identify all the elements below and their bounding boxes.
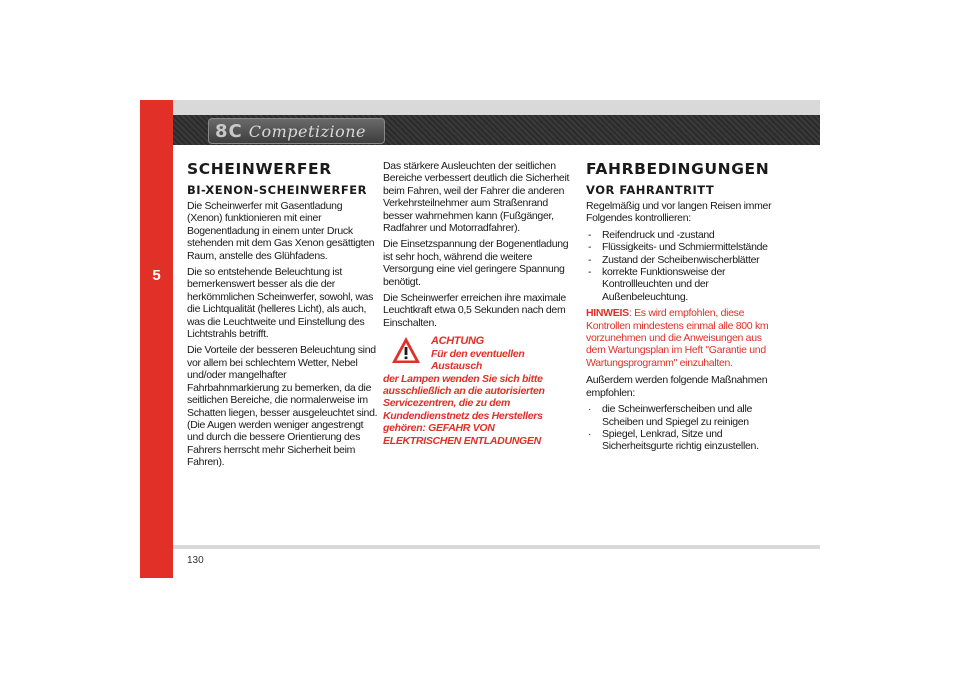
paragraph: Die Einsetzspannung der Bogenentladung ist sehr hoch, während die weitere Versorgung eine viel geringere Spannung benötigt. — [383, 238, 569, 288]
list-item: · die Scheinwerferscheiben und alle Scheiben und Spiegel zu reinigen — [586, 403, 778, 428]
warning-text: der Lampen wenden Sie sich bitte ausschließlich an die autorisierten Servicezentren, die zu dem Kundendienstnetz des Herstellers gehören: GEFAHR VON ELEKTRISCHEN ENTLADUNGEN — [383, 372, 545, 447]
paragraph: Die Scheinwerfer erreichen ihre maximale Leuchtkraft etwa 0,5 Sekunden nach dem Einschalten. — [383, 292, 566, 329]
recommendation-list — [586, 403, 778, 453]
logo-script-text: Competizione — [248, 121, 366, 141]
list-item: - korrekte Funktionsweise der Kontrollleuchten und der Außenbeleuchtung. — [586, 266, 778, 303]
brand-logo — [208, 118, 385, 144]
list-item: - Zustand der Scheibenwischerblätter — [586, 254, 778, 266]
note-text: : Es wird empfohlen, diese Kontrollen mindestens einmal alle 800 km vorzunehmen und die Anweisungen aus dem Wartungsplan im Heft "Garantie und Wartungsprogramm" einzuhalten. — [586, 307, 769, 369]
paragraph: Das stärkere Ausleuchten der seitlichen Bereiche verbessert deutlich die Sicherheit beim Fahren, weil der Fahrer die anderen Verkehrsteilnehmer aum Straßenrand besser wahrnehmen kann (Fußgänger, Radfahrer und Motorradfahrer). — [383, 160, 570, 235]
chapter-number: 5 — [152, 267, 161, 284]
column-right — [586, 160, 778, 457]
top-band — [173, 100, 820, 115]
paragraph: Die Vorteile der besseren Beleuchtung sind vor allem bei schlechtem Wetter, Nebel und/oder mangelhafter Fahrbahnmarkierung zu bemerken, da die seitlichen Bereiche, die normalerweise im Schatten liegen, besser ausgeleuchtet sind. (Die Augen werden weniger angestrengt und durch die bessere Orientierung des Fahrers herrscht mehr Sicherheit beim Fahren). — [187, 344, 378, 469]
section-title: SCHEINWERFER — [187, 160, 332, 178]
column-left — [187, 160, 379, 473]
check-list — [586, 229, 778, 303]
footer-line — [173, 545, 820, 549]
section-subtitle: BI-XENON-SCHEINWERFER — [187, 183, 367, 197]
column-middle — [383, 160, 571, 447]
warning-box — [383, 335, 571, 447]
list-item: - Reifendruck und -zustand — [586, 229, 778, 241]
section-title: FAHRBEDINGUNGEN — [586, 160, 770, 178]
paragraph: Regelmäßig und vor langen Reisen immer Folgendes kontrollieren: — [586, 200, 772, 225]
paragraph: Die Scheinwerfer mit Gasentladung (Xenon) funktionieren mit einer Bogenentladung in einem unter Druck stehenden mit dem Gas Xenon gesättigten Raum, anstelle des Glühfadens. — [187, 200, 375, 262]
note — [586, 307, 778, 369]
warning-title: ACHTUNG — [431, 335, 484, 348]
list-item: - Flüssigkeits- und Schmiermittelstände — [586, 241, 778, 253]
warning-lead: Für den eventuellen Austausch — [431, 347, 525, 373]
warning-triangle-icon — [391, 335, 421, 365]
chapter-tab-bar — [140, 100, 173, 578]
page-number: 130 — [187, 555, 204, 566]
logo-model-number: 8C — [215, 120, 243, 142]
paragraph: Die so entstehende Beleuchtung ist bemerkenswert besser als die der herkömmlichen Scheinwerfer, sowohl, was die Lichtqualität (helleres Licht), als auch, was die Leuchtweite und Einstellung des Lichtstrahls betrifft. — [187, 266, 374, 341]
section-subtitle: VOR FAHRANTRITT — [586, 183, 715, 197]
paragraph: Außerdem werden folgende Maßnahmen empfohlen: — [586, 374, 768, 399]
note-label: HINWEIS — [586, 307, 629, 320]
list-item: · Spiegel, Lenkrad, Sitze und Sicherheitsgurte richtig einzustellen. — [586, 428, 778, 453]
